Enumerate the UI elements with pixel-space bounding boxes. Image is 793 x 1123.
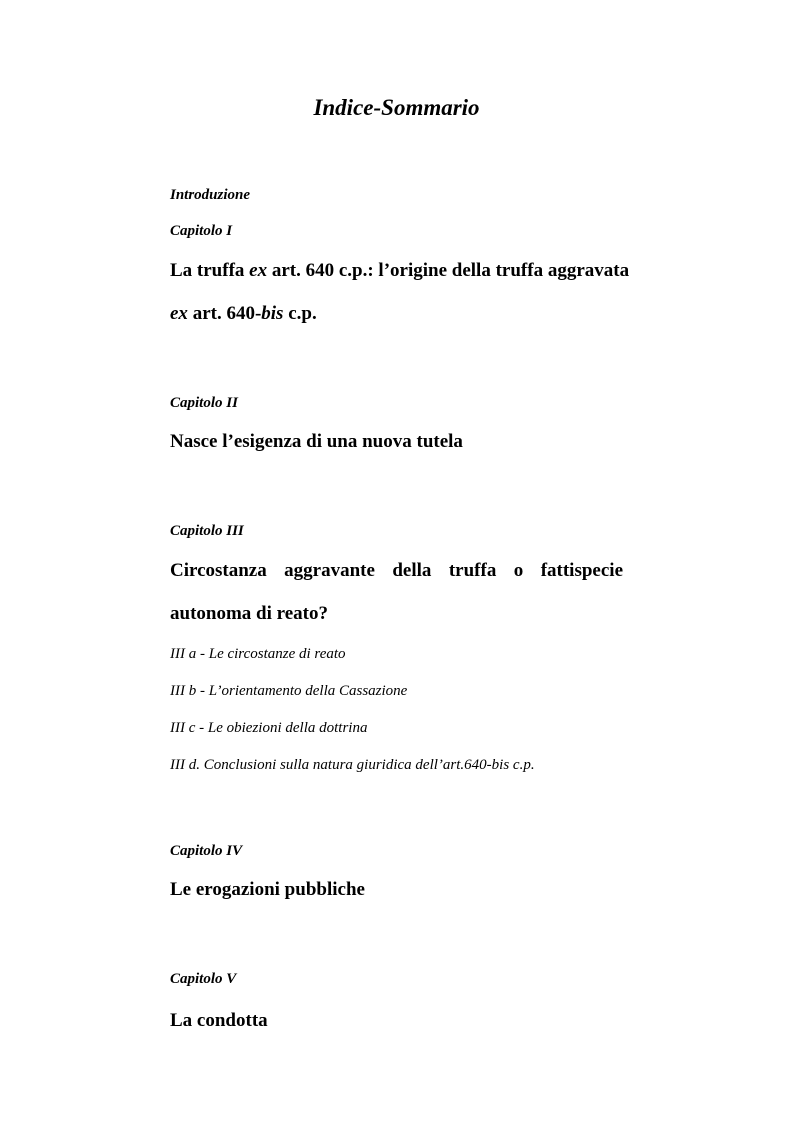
chapter-3-title-line-2: autonoma di reato? [170, 603, 328, 624]
introduction-label: Introduzione [170, 187, 251, 203]
section-3b: III b - L’orientamento della Cassazione [170, 683, 408, 699]
chapter-2-title: Nasce l’esigenza di una nuova tutela [170, 431, 463, 452]
chapter-3-title-line-1: Circostanza aggravante della truffa o fattispecie [170, 560, 623, 581]
chapter-4-title: Le erogazioni pubbliche [170, 879, 365, 900]
chapter-2-label: Capitolo II [170, 395, 238, 411]
page-title: Indice-Sommario [313, 95, 480, 120]
section-3d: III d. Conclusioni sulla natura giuridica dell’art.640-bis c.p. [170, 757, 535, 773]
chapter-5-label: Capitolo V [170, 971, 237, 987]
chapter-5-title: La condotta [170, 1010, 268, 1031]
chapter-1-label: Capitolo I [170, 223, 233, 239]
chapter-1-title-line-1: La truffa ex art. 640 c.p.: l’origine della truffa aggravata [170, 260, 630, 281]
section-3a: III a - Le circostanze di reato [170, 646, 346, 662]
section-3c: III c - Le obiezioni della dottrina [170, 720, 368, 736]
chapter-4-label: Capitolo IV [170, 843, 243, 859]
chapter-3-label: Capitolo III [170, 523, 244, 539]
chapter-1-title-line-2: ex art. 640-bis c.p. [170, 303, 317, 324]
